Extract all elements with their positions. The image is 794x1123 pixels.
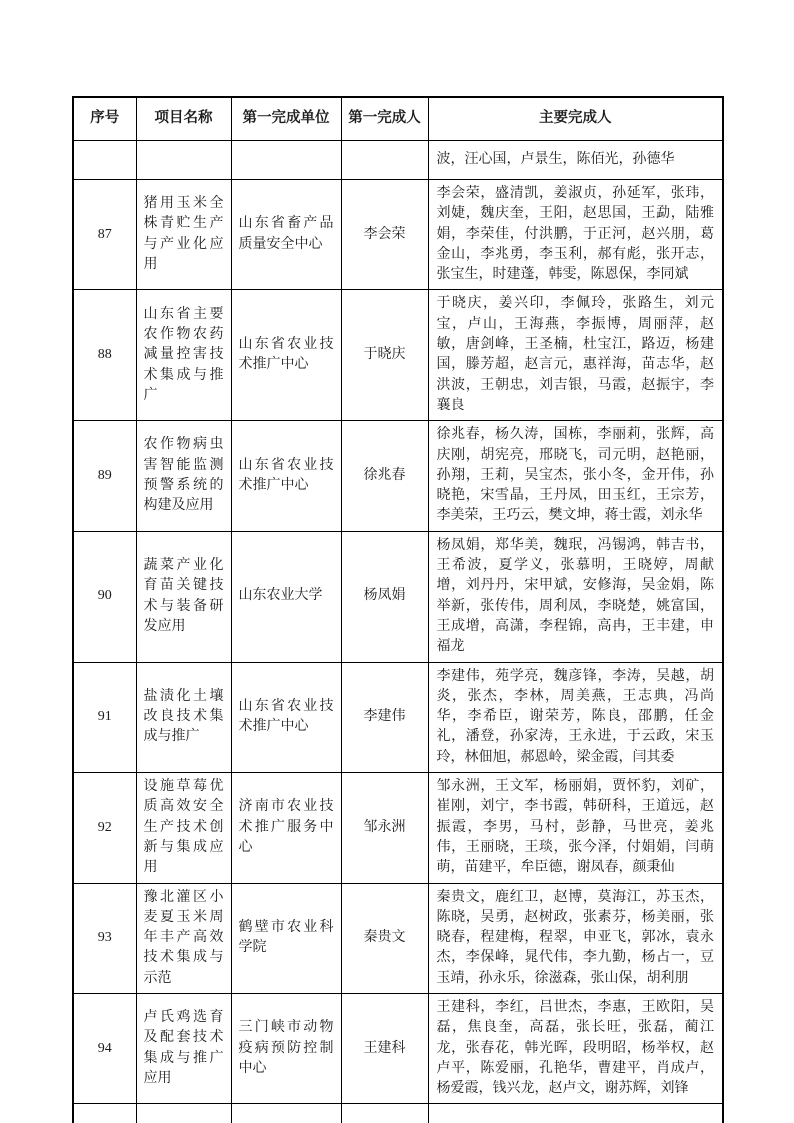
cell-serial-number: 90	[73, 531, 136, 662]
cell-project-name	[136, 141, 231, 180]
cell-main-completers: 李建伟，苑学亮，魏彦锋，李涛，吴越，胡炎，张杰，李林，周美燕，王志典，冯尚华，李希臣，谢荣芳，陈良，邵鹏，任金礼，潘登，孙家涛，王永进，于云政，宋玉玲，林佃旭，郝恩岭，梁金霞，闫其委	[428, 662, 723, 772]
table-row	[73, 773, 723, 883]
cell-serial-number: 94	[73, 993, 136, 1103]
header-main-completers: 主要完成人	[428, 97, 723, 141]
cell-first-unit	[231, 1104, 341, 1123]
header-row	[73, 97, 723, 141]
header-serial-number: 序号	[73, 97, 136, 141]
cell-first-unit: 山东省农业技术推广中心	[231, 662, 341, 772]
cell-first-unit: 山东农业大学	[231, 531, 341, 662]
cell-main-completers: 杨凤娟，郑华美，魏珉，冯锡鸿，韩吉书，王希波，夏学义，张慕明，王晓婷，周献增，刘丹丹，宋甲斌，安修海，吴金娟，陈举新，张传伟，周利凤，李晓楚，姚富国，王成增，高潇，李程锦，高冉，王丰建，申福龙	[428, 531, 723, 662]
table-row	[73, 141, 723, 180]
table-row	[73, 993, 723, 1103]
cell-main-completers: 于晓庆，姜兴印，李佩玲，张路生，刘元宝，卢山，王海燕，李振博，周丽萍，赵敏，唐剑峰，王圣楠，杜宝江，路迈，杨建国，滕芳超，赵言元，惠祥海，苗志华，赵洪波，王朝忠，刘吉银，马霞，赵振宇，李襄良	[428, 290, 723, 421]
cell-first-completer: 于晓庆	[341, 290, 428, 421]
cell-project-name: 卢氏鸡选育及配套技术集成与推广应用	[136, 993, 231, 1103]
cell-main-completers: 波，汪心国，卢景生，陈佰光，孙德华	[428, 141, 723, 180]
cell-main-completers: 徐兆春，杨久涛，国栋，李丽莉，张辉，高庆刚，胡宪亮，邢晓飞，司元明，赵艳丽，孙翔，王莉，吴宝杰，张小冬，金开伟，孙晓艳，宋雪晶，王丹凤，田玉红，王宗芳，李美荣，王巧云，樊文坤，蒋士霞，刘永华	[428, 421, 723, 531]
cell-serial-number: 87	[73, 180, 136, 290]
cell-first-completer: 邹永洲	[341, 773, 428, 883]
cell-main-completers	[428, 1104, 723, 1123]
table-row	[73, 662, 723, 772]
cell-serial-number: 89	[73, 421, 136, 531]
cell-serial-number	[73, 141, 136, 180]
cell-project-name: 设施草莓优质高效安全生产技术创新与集成应用	[136, 773, 231, 883]
cell-first-completer: 杨凤娟	[341, 531, 428, 662]
cell-project-name	[136, 1104, 231, 1123]
cell-serial-number: 88	[73, 290, 136, 421]
table-row	[73, 531, 723, 662]
cell-main-completers: 邹永洲，王文军，杨丽娟，贾怀豹，刘矿，崔刚，刘宁，李书霞，韩研科，王道远，赵振霞，李男，马村，彭静，马世亮，姜兆伟，王丽晓，王琰，张今泽，付娟娟，闫萌萌，苗建平，牟臣德，谢凤春，颜秉仙	[428, 773, 723, 883]
cell-project-name: 盐渍化土壤改良技术集成与推广	[136, 662, 231, 772]
cell-first-unit: 山东省农业技术推广中心	[231, 290, 341, 421]
cell-first-unit: 鹤壁市农业科学院	[231, 883, 341, 993]
cell-project-name: 蔬菜产业化育苗关键技术与装备研发应用	[136, 531, 231, 662]
header-first-completer: 第一完成人	[341, 97, 428, 141]
cell-first-completer: 秦贵文	[341, 883, 428, 993]
table-row	[73, 421, 723, 531]
cell-main-completers: 王建科，李红，吕世杰，李惠，王欧阳，吴磊，焦良奎，高磊，张长旺，张磊，蔺江龙，张春花，韩光晖，段明昭，杨举权，赵卢平，陈爱丽，孔艳华，曹建平，肖成卢，杨爱霞，钱兴龙，赵卢文，谢苏辉，刘锋	[428, 993, 723, 1103]
cell-main-completers: 秦贵文，鹿红卫，赵博，莫海江，苏玉杰，陈晓，吴勇，赵树政，张素芬，杨美丽，张晓春，程建梅，程翠，申亚飞，郭冰，袁永杰，李保峰，晁代伟，李九勤，杨占一，豆玉靖，孙永乐，徐滋森，张山保，胡利朋	[428, 883, 723, 993]
cell-first-completer: 徐兆春	[341, 421, 428, 531]
cell-main-completers: 李会荣，盛清凯，姜淑贞，孙延军，张玮，刘婕，魏庆奎，王阳，赵思国，王勐，陆雅娟，李荣佳，付洪鹏，于正河，赵兴朋，葛金山，李兆勇，李玉利，郝有彪，张开志，张宝生，时建蓬，韩雯，陈恩保，李同斌	[428, 180, 723, 290]
cell-first-unit: 山东省农业技术推广中心	[231, 421, 341, 531]
table-row	[73, 883, 723, 993]
cell-first-completer	[341, 141, 428, 180]
cell-first-unit: 济南市农业技术推广服务中心	[231, 773, 341, 883]
cell-first-completer: 李会荣	[341, 180, 428, 290]
cell-serial-number: 92	[73, 773, 136, 883]
cell-project-name: 山东省主要农作物农药减量控害技术集成与推广	[136, 290, 231, 421]
cell-project-name: 豫北灌区小麦夏玉米周年丰产高效技术集成与示范	[136, 883, 231, 993]
cell-serial-number: 93	[73, 883, 136, 993]
header-first-unit: 第一完成单位	[231, 97, 341, 141]
cell-first-completer: 王建科	[341, 993, 428, 1103]
cell-serial-number: 91	[73, 662, 136, 772]
cell-serial-number	[73, 1104, 136, 1123]
cell-project-name: 农作物病虫害智能监测预警系统的构建及应用	[136, 421, 231, 531]
header-project-name: 项目名称	[136, 97, 231, 141]
cell-first-unit	[231, 141, 341, 180]
cell-first-unit: 山东省畜产品质量安全中心	[231, 180, 341, 290]
award-projects-table	[72, 96, 724, 1123]
cell-first-unit: 三门峡市动物疫病预防控制中心	[231, 993, 341, 1103]
table-row	[73, 290, 723, 421]
table-row	[73, 1104, 723, 1123]
cell-project-name: 猪用玉米全株青贮生产与产业化应用	[136, 180, 231, 290]
table-row	[73, 180, 723, 290]
cell-first-completer: 李建伟	[341, 662, 428, 772]
cell-first-completer	[341, 1104, 428, 1123]
